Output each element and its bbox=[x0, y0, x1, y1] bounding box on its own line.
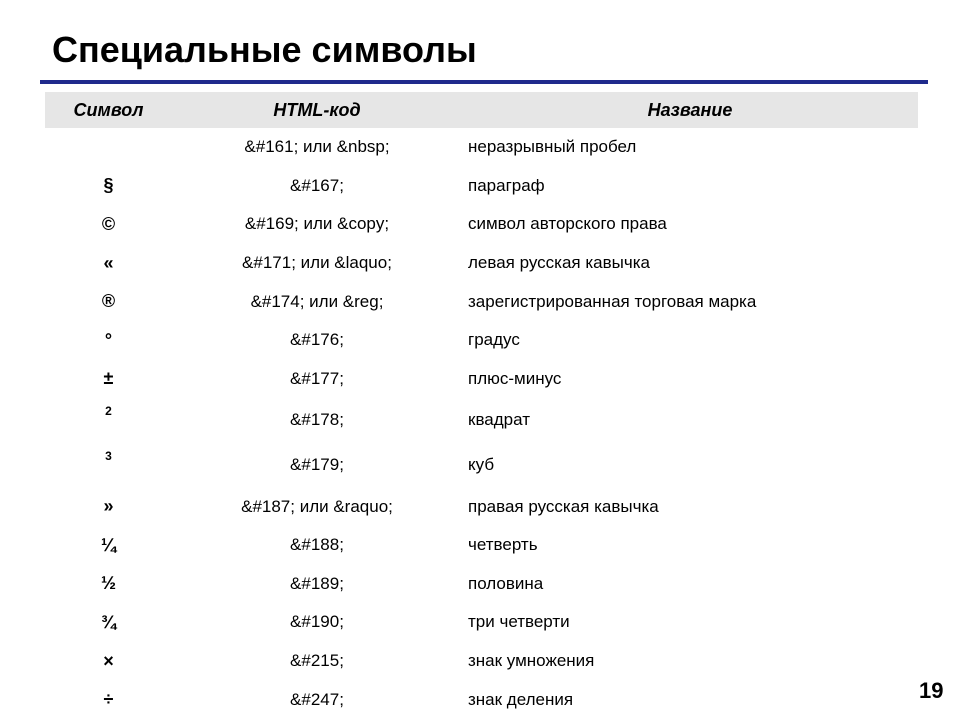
table-header-row bbox=[45, 92, 918, 128]
name-cell: знак деления bbox=[468, 689, 574, 709]
table-row bbox=[45, 398, 918, 443]
html-code-cell: &#169; или &copy; bbox=[244, 214, 390, 234]
slide-title: Специальные символы bbox=[52, 29, 477, 70]
table-body bbox=[45, 128, 918, 719]
symbol-cell: ÷ bbox=[103, 689, 114, 710]
name-cell: символ авторского права bbox=[468, 214, 667, 234]
name-cell: три четверти bbox=[468, 612, 570, 632]
name-cell: четверть bbox=[468, 535, 538, 555]
table-row bbox=[45, 167, 918, 206]
table-row bbox=[45, 360, 918, 399]
name-cell: градус bbox=[468, 330, 520, 350]
name-cell: половина bbox=[468, 573, 544, 593]
html-code-cell: &#189; bbox=[290, 573, 344, 593]
html-code-cell: &#161; или &nbsp; bbox=[244, 137, 390, 157]
symbol-cell: ± bbox=[103, 368, 114, 389]
html-code-cell: &#178; bbox=[290, 410, 344, 430]
symbol-cell: ® bbox=[101, 291, 116, 312]
table-row bbox=[45, 603, 918, 642]
symbol-cell: ½ bbox=[100, 573, 116, 594]
symbol-cell: « bbox=[103, 252, 114, 273]
header-html-code: HTML-код bbox=[172, 92, 462, 128]
table-row bbox=[45, 128, 918, 167]
html-code-cell: &#190; bbox=[290, 612, 344, 632]
header-name: Название bbox=[462, 92, 918, 128]
title-divider bbox=[40, 80, 928, 84]
table-row bbox=[45, 565, 918, 604]
html-code-cell: &#187; или &raquo; bbox=[241, 496, 393, 516]
html-code-cell: &#247; bbox=[290, 689, 344, 709]
html-code-cell: &#215; bbox=[290, 651, 344, 671]
html-code-cell: &#188; bbox=[290, 535, 344, 555]
name-cell: зарегистрированная торговая марка bbox=[468, 291, 757, 311]
html-code-cell: &#171; или &laquo; bbox=[242, 253, 392, 273]
header-symbol: Символ bbox=[45, 92, 172, 128]
table-row bbox=[45, 244, 918, 283]
table-row bbox=[45, 642, 918, 681]
table-row bbox=[45, 282, 918, 321]
symbol-cell bbox=[45, 128, 172, 167]
table-row bbox=[45, 526, 918, 565]
symbol-cell: § bbox=[103, 175, 114, 196]
table-row bbox=[45, 205, 918, 244]
html-code-cell: &#177; bbox=[290, 368, 344, 388]
name-cell: куб bbox=[468, 455, 495, 475]
table-row bbox=[45, 487, 918, 526]
name-cell: параграф bbox=[468, 175, 545, 195]
name-cell: плюс-минус bbox=[468, 368, 562, 388]
symbol-cell: × bbox=[103, 650, 114, 671]
name-cell: левая русская кавычка bbox=[468, 253, 651, 273]
html-code-cell: &#176; bbox=[290, 330, 344, 350]
name-cell: квадрат bbox=[468, 410, 530, 430]
html-code-cell: &#174; или &reg; bbox=[250, 291, 384, 311]
html-code-cell: &#179; bbox=[290, 455, 344, 475]
symbol-cell: ° bbox=[104, 329, 113, 350]
name-cell: знак умножения bbox=[468, 651, 595, 671]
name-cell: неразрывный пробел bbox=[468, 137, 637, 157]
symbol-cell: ¾ bbox=[100, 611, 116, 632]
special-symbols-table bbox=[45, 92, 918, 719]
table-row bbox=[45, 680, 918, 719]
symbol-cell: © bbox=[101, 213, 116, 234]
table-row bbox=[45, 443, 918, 488]
symbol-cell: 3 bbox=[105, 448, 112, 463]
table-row bbox=[45, 321, 918, 360]
symbol-cell: ¼ bbox=[100, 534, 116, 555]
page-number: 19 bbox=[919, 678, 944, 703]
symbol-cell: 2 bbox=[105, 404, 112, 419]
symbol-cell: » bbox=[103, 496, 114, 517]
html-code-cell: &#167; bbox=[290, 175, 344, 195]
name-cell: правая русская кавычка bbox=[468, 496, 659, 516]
